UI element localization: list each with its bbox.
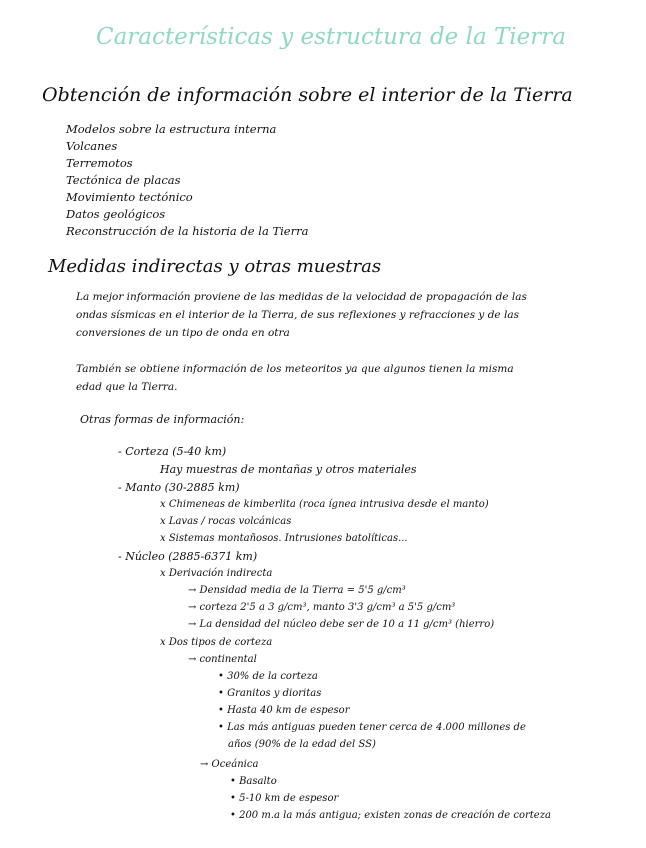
list-item: Tectónica de placas [66,173,181,187]
paragraph-line: ondas sísmicas en el interior de la Tierra, de sus reflexiones y refracciones y de las [76,309,519,321]
layer-corteza: - Corteza (5-40 km) [118,445,227,458]
layer-detail: x Derivación indirecta [160,568,273,579]
layer-detail: x Dos tipos de corteza [160,637,273,648]
list-item: • Basalto [230,776,277,787]
layer-detail: x Sistemas montañosos. Intrusiones batolíticas... [160,533,408,544]
layer-manto: - Manto (30-2885 km) [118,481,240,494]
list-item: • 200 m.a la más antigua; existen zonas de creación de corteza [230,810,551,821]
layer-detail: → Densidad media de la Tierra = 5'5 g/cm³ [188,585,406,596]
list-item: • Las más antiguas pueden tener cerca de 4.000 millones de [218,722,526,733]
layer-detail: → La densidad del núcleo debe ser de 10 a 11 g/cm³ (hierro) [188,619,495,630]
paragraph-line: La mejor información proviene de las medidas de la velocidad de propagación de las [76,291,527,303]
layer-detail: x Chimeneas de kimberlita (roca ígnea intrusiva desde el manto) [160,499,489,510]
list-item: • 30% de la corteza [218,671,318,682]
layer-nucleo: - Núcleo (2885-6371 km) [118,550,258,563]
layer-detail: → corteza 2'5 a 3 g/cm³, manto 3'3 g/cm³ a 5'5 g/cm³ [188,602,456,613]
paragraph-line: También se obtiene información de los meteoritos ya que algunos tienen la misma [76,363,514,375]
layer-detail: x Lavas / rocas volcánicas [160,516,292,527]
list-item: • Granitos y dioritas [218,688,322,699]
subheading-otras-formas: Otras formas de información: [80,413,245,426]
list-item: Modelos sobre la estructura interna [66,122,277,136]
paragraph-line: conversiones de un tipo de onda en otra [76,327,290,339]
list-item: Datos geológicos [66,207,166,221]
layer-detail: Hay muestras de montañas y otros materiales [160,463,417,476]
section-heading-obtencion: Obtención de información sobre el interior de la Tierra [42,84,573,106]
crust-type-continental: → continental [188,654,257,665]
list-item: Volcanes [66,139,118,153]
crust-type-oceanica: → Oceánica [200,759,259,770]
section-heading-medidas: Medidas indirectas y otras muestras [48,256,382,277]
list-item: Terremotos [66,156,133,170]
page-title: Características y estructura de la Tierra [96,24,566,50]
list-item: Reconstrucción de la historia de la Tierra [66,224,309,238]
paragraph-line: edad que la Tierra. [76,381,178,393]
list-item: años (90% de la edad del SS) [228,739,376,750]
list-item: Movimiento tectónico [66,190,193,204]
list-item: • 5-10 km de espesor [230,793,339,804]
list-item: • Hasta 40 km de espesor [218,705,350,716]
